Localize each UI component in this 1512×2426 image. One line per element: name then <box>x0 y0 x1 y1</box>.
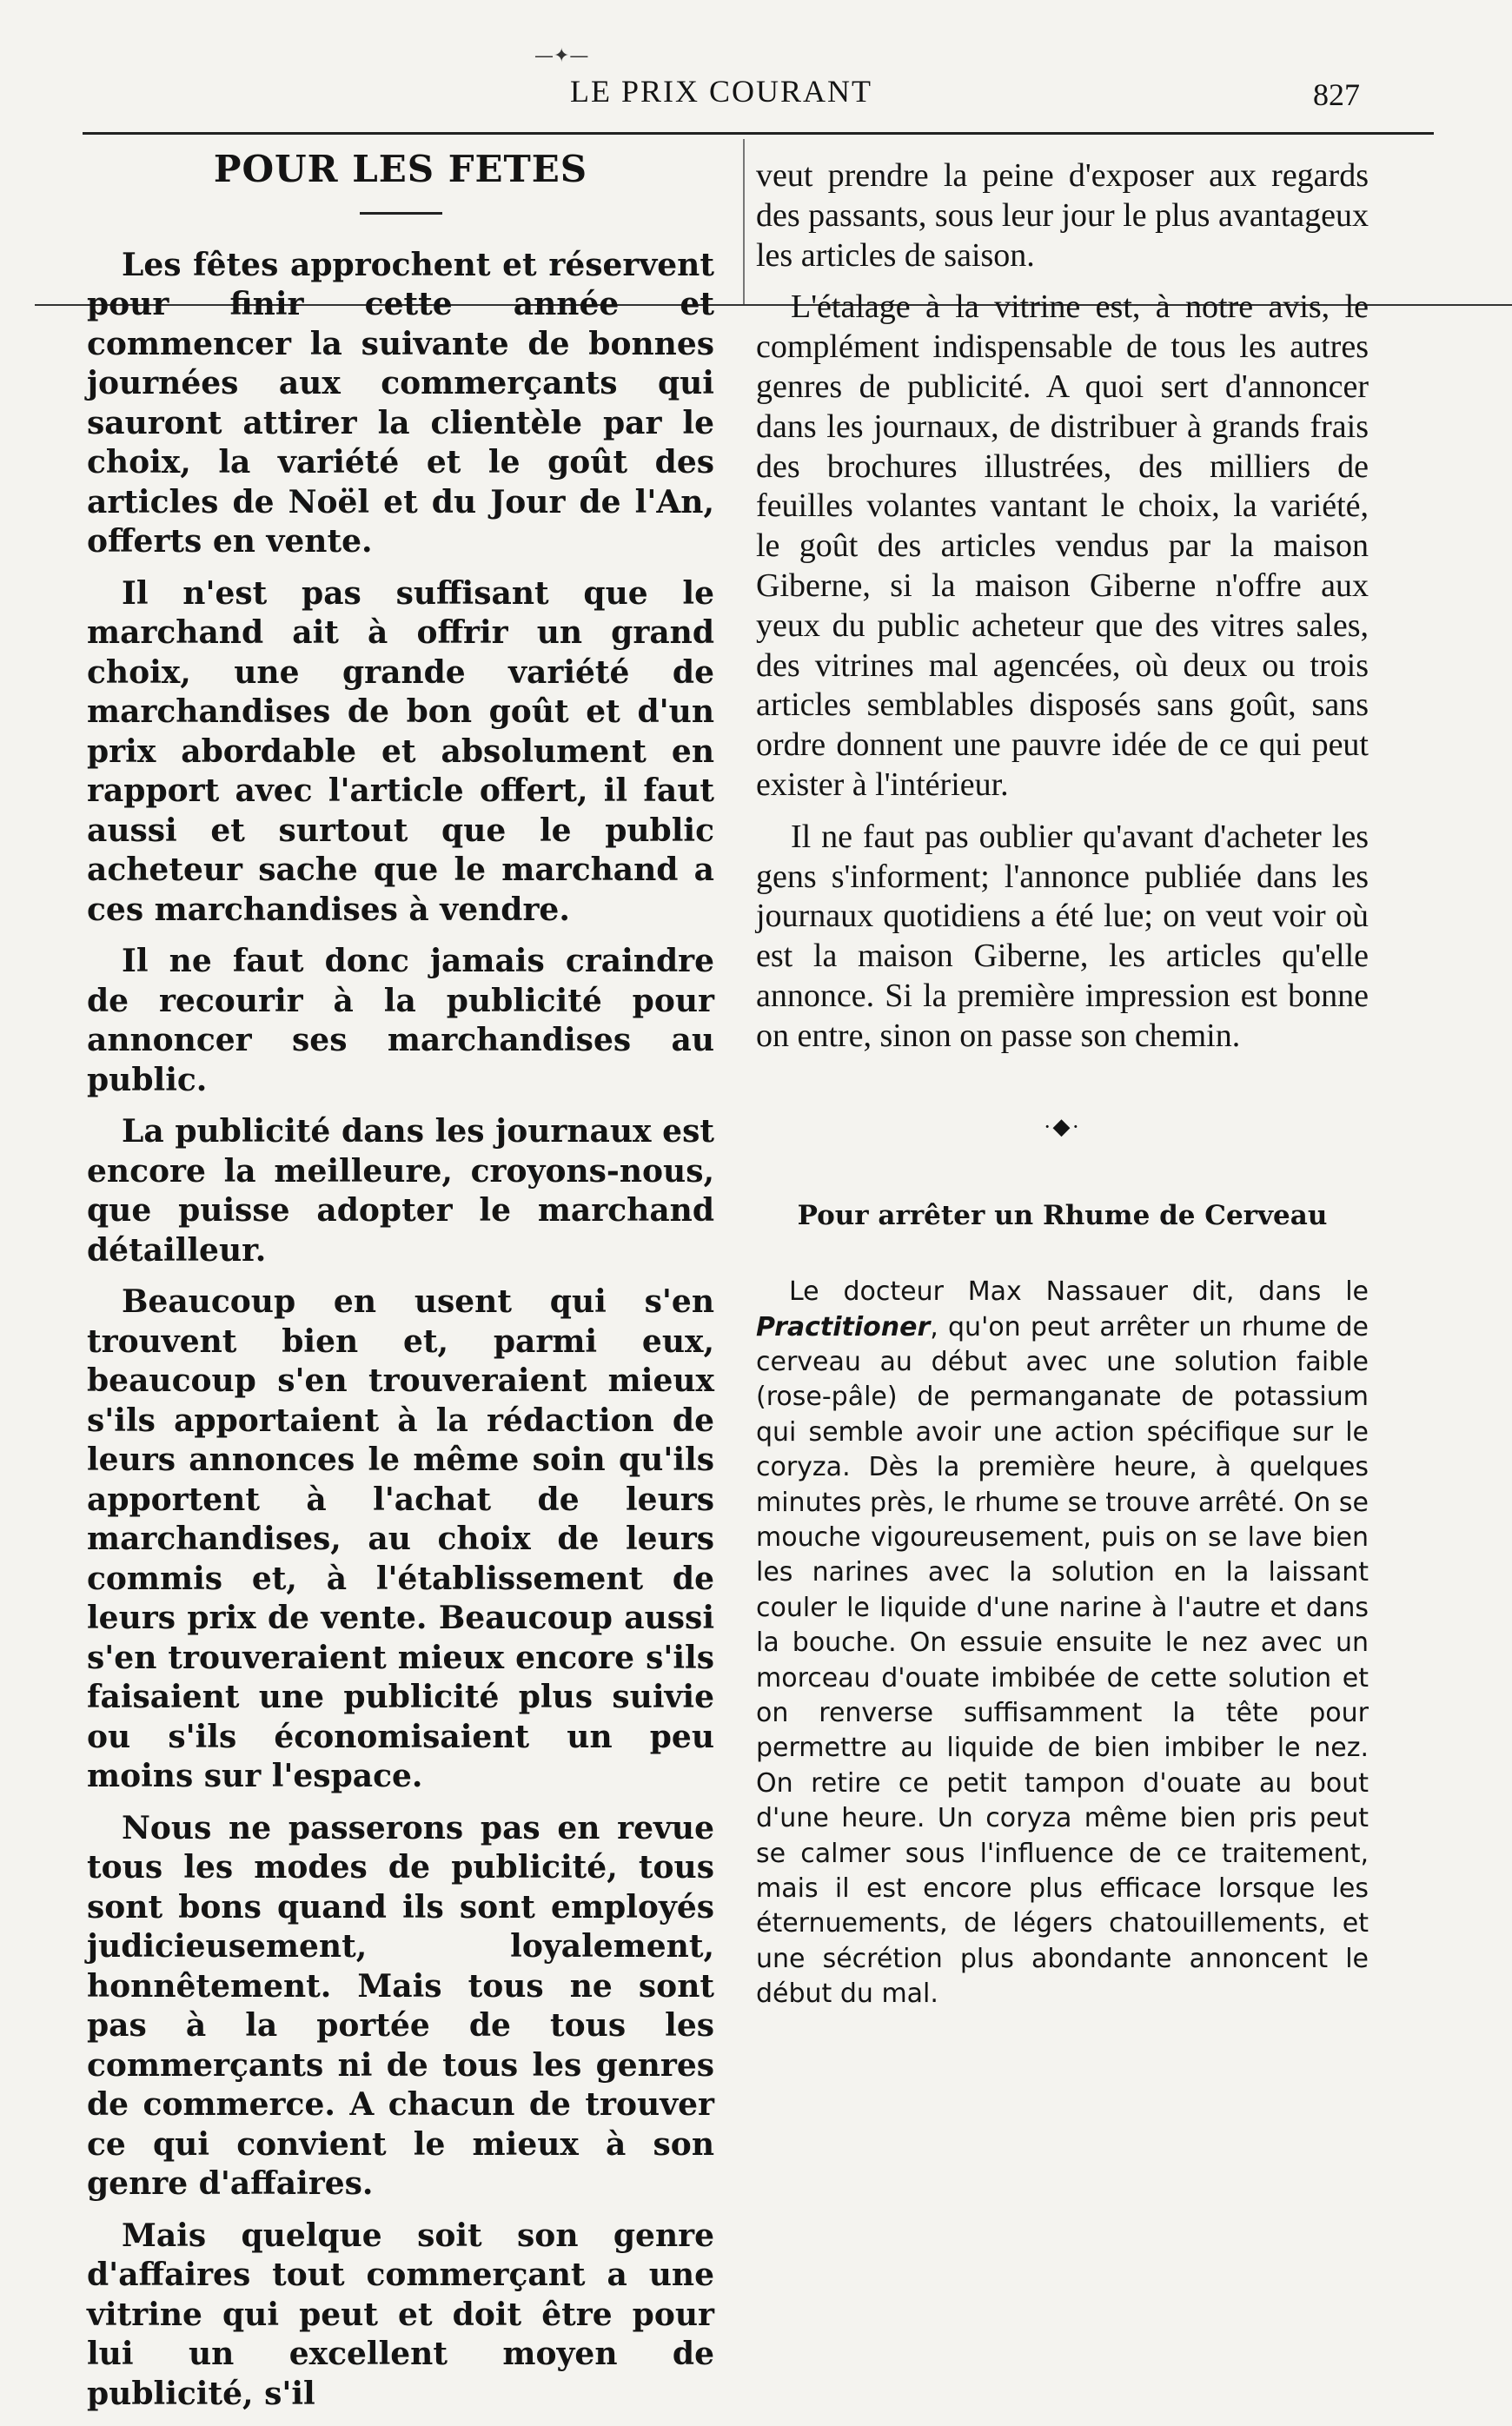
paragraph: Beaucoup en usent qui s'en trouvent bien et, parmi eux, beaucoup s'en trouveraient mieux s'ils apportaient à la rédaction de leurs annonces le même soin qu'ils apportent à l'achat de leurs marchandises, au choix de leurs commis et, à l'établissement de leurs prix de vente. Beaucoup aussi s'en trouveraient mieux encore s'ils faisaient une publicité plus suivie ou s'ils économisaient un peu moins sur l'espace. <box>87 1283 714 1794</box>
paragraph: Nous ne passerons pas en revue tous les modes de publicité, tous sont bons quand ils sont employés judicieusement, loyalement, honnêtement. Mais tous ne sont pas à la portée de tous les commerçants ni de tous les genres de commerce. A chacun de trouver ce qui convient le mieux à son genre d'affaires. <box>87 1809 714 2202</box>
page-number: 827 <box>1313 77 1360 112</box>
right-column <box>756 156 1369 2012</box>
paragraph: Il ne faut pas oublier qu'avant d'acheter les gens s'informent; l'annonce publiée dans les journaux quotidiens a été lue; on veut voir où est la maison Giberne, les articles qu'elle annonce. Si la première impression est bonne on entre, sinon on passe son chemin. <box>756 818 1369 1054</box>
header-rule <box>83 132 1434 135</box>
lead-text: Le docteur Max Nassauer dit, dans le <box>789 1276 1369 1308</box>
paragraph: La publicité dans les journaux est encore la meilleure, croyons-nous, que puisse adopter le marchand détailleur. <box>87 1113 714 1269</box>
section-ornament: ·◆· <box>1043 1113 1082 1139</box>
left-column <box>87 148 714 2426</box>
paragraph-continuation: veut prendre la peine d'exposer aux regards des passants, sous leur jour le plus avantageux les articles de saison. <box>756 157 1369 274</box>
article-title-rhume: Pour arrêter un Rhume de Cerveau <box>797 1200 1328 1232</box>
title-rule <box>360 212 442 215</box>
paragraph: Il ne faut donc jamais craindre de recourir à la publicité pour annoncer ses marchandises au public. <box>87 943 714 1098</box>
article-body-rhume <box>756 1275 1369 2012</box>
running-header <box>83 45 1360 122</box>
paragraph <box>756 1275 1369 2012</box>
column-gutter-rule <box>743 139 745 304</box>
running-title: LE PRIX COURANT <box>569 74 872 109</box>
header-ornament: —✦— <box>534 45 589 67</box>
paragraph: Mais quelque soit son genre d'affaires tout commerçant a une vitrine qui peut et doit être pour lui un excellent moyen de publicité, s'il <box>87 2217 714 2412</box>
paragraph: Les fêtes approchent et réservent pour finir cette année et commencer la suivante de bonnes journées aux commerçants qui sauront attirer la clientèle par le choix, la variété et le goût des articles de Noël et du Jour de l'An, offerts en vente. <box>87 246 714 560</box>
paragraph: Il n'est pas suffisant que le marchand ait à offrir un grand choix, une grande variété de marchandises de bon goût et d'un prix abordable et absolument en rapport avec l'article offert, il faut aussi et surtout que le public acheteur sache que le marchand a ces marchandises à vendre. <box>87 574 714 928</box>
paragraph: L'étalage à la vitrine est, à notre avis, le complément indispensable de tous les autres genres de publicité. A quoi sert d'annoncer dans les journaux, de distribuer à grands frais des brochures illustrées, des milliers de feuilles volantes vantant le choix, la variété, le goût des articles vendus par la maison Giberne, si la maison Giberne n'offre aux yeux du public acheteur que des vitres sales, des vitrines mal agencées, où deux ou trois articles semblables disposés sans goût, sans ordre donnent une pauvre idée de ce qui peut exister à l'intérieur. <box>756 288 1369 803</box>
article-title: POUR LES FETES <box>213 148 588 190</box>
body-text: , qu'on peut arrêter un rhume de cerveau au début avec une solution faible (rose-pâle) de permanganate de potassium qui semble avoir une action spécifique sur le coryza. Dès la première heure, à quelques minutes près, le rhume se trouve arrêté. On se mouche vigoureusement, puis on se lave bien les narines avec la solution en la laissant couler le liquide d'une narine à l'autre et dans la bouche. On essuie ensuite le nez avec un morceau d'ouate imbibée de cette solution et on renverse suffisamment la tête pour permettre au liquide de bien imbiber le nez. On retire ce petit tampon d'ouate au bout d'une heure. Un coryza même bien pris peut se calmer sous l'influence de ce traitement, mais il est encore plus efficace lorsque les éternuements, de légers chatouillements, et une sécrétion plus abondante annoncent le début du mal. <box>756 1311 1369 2010</box>
journal-name: Practitioner <box>756 1311 931 1342</box>
